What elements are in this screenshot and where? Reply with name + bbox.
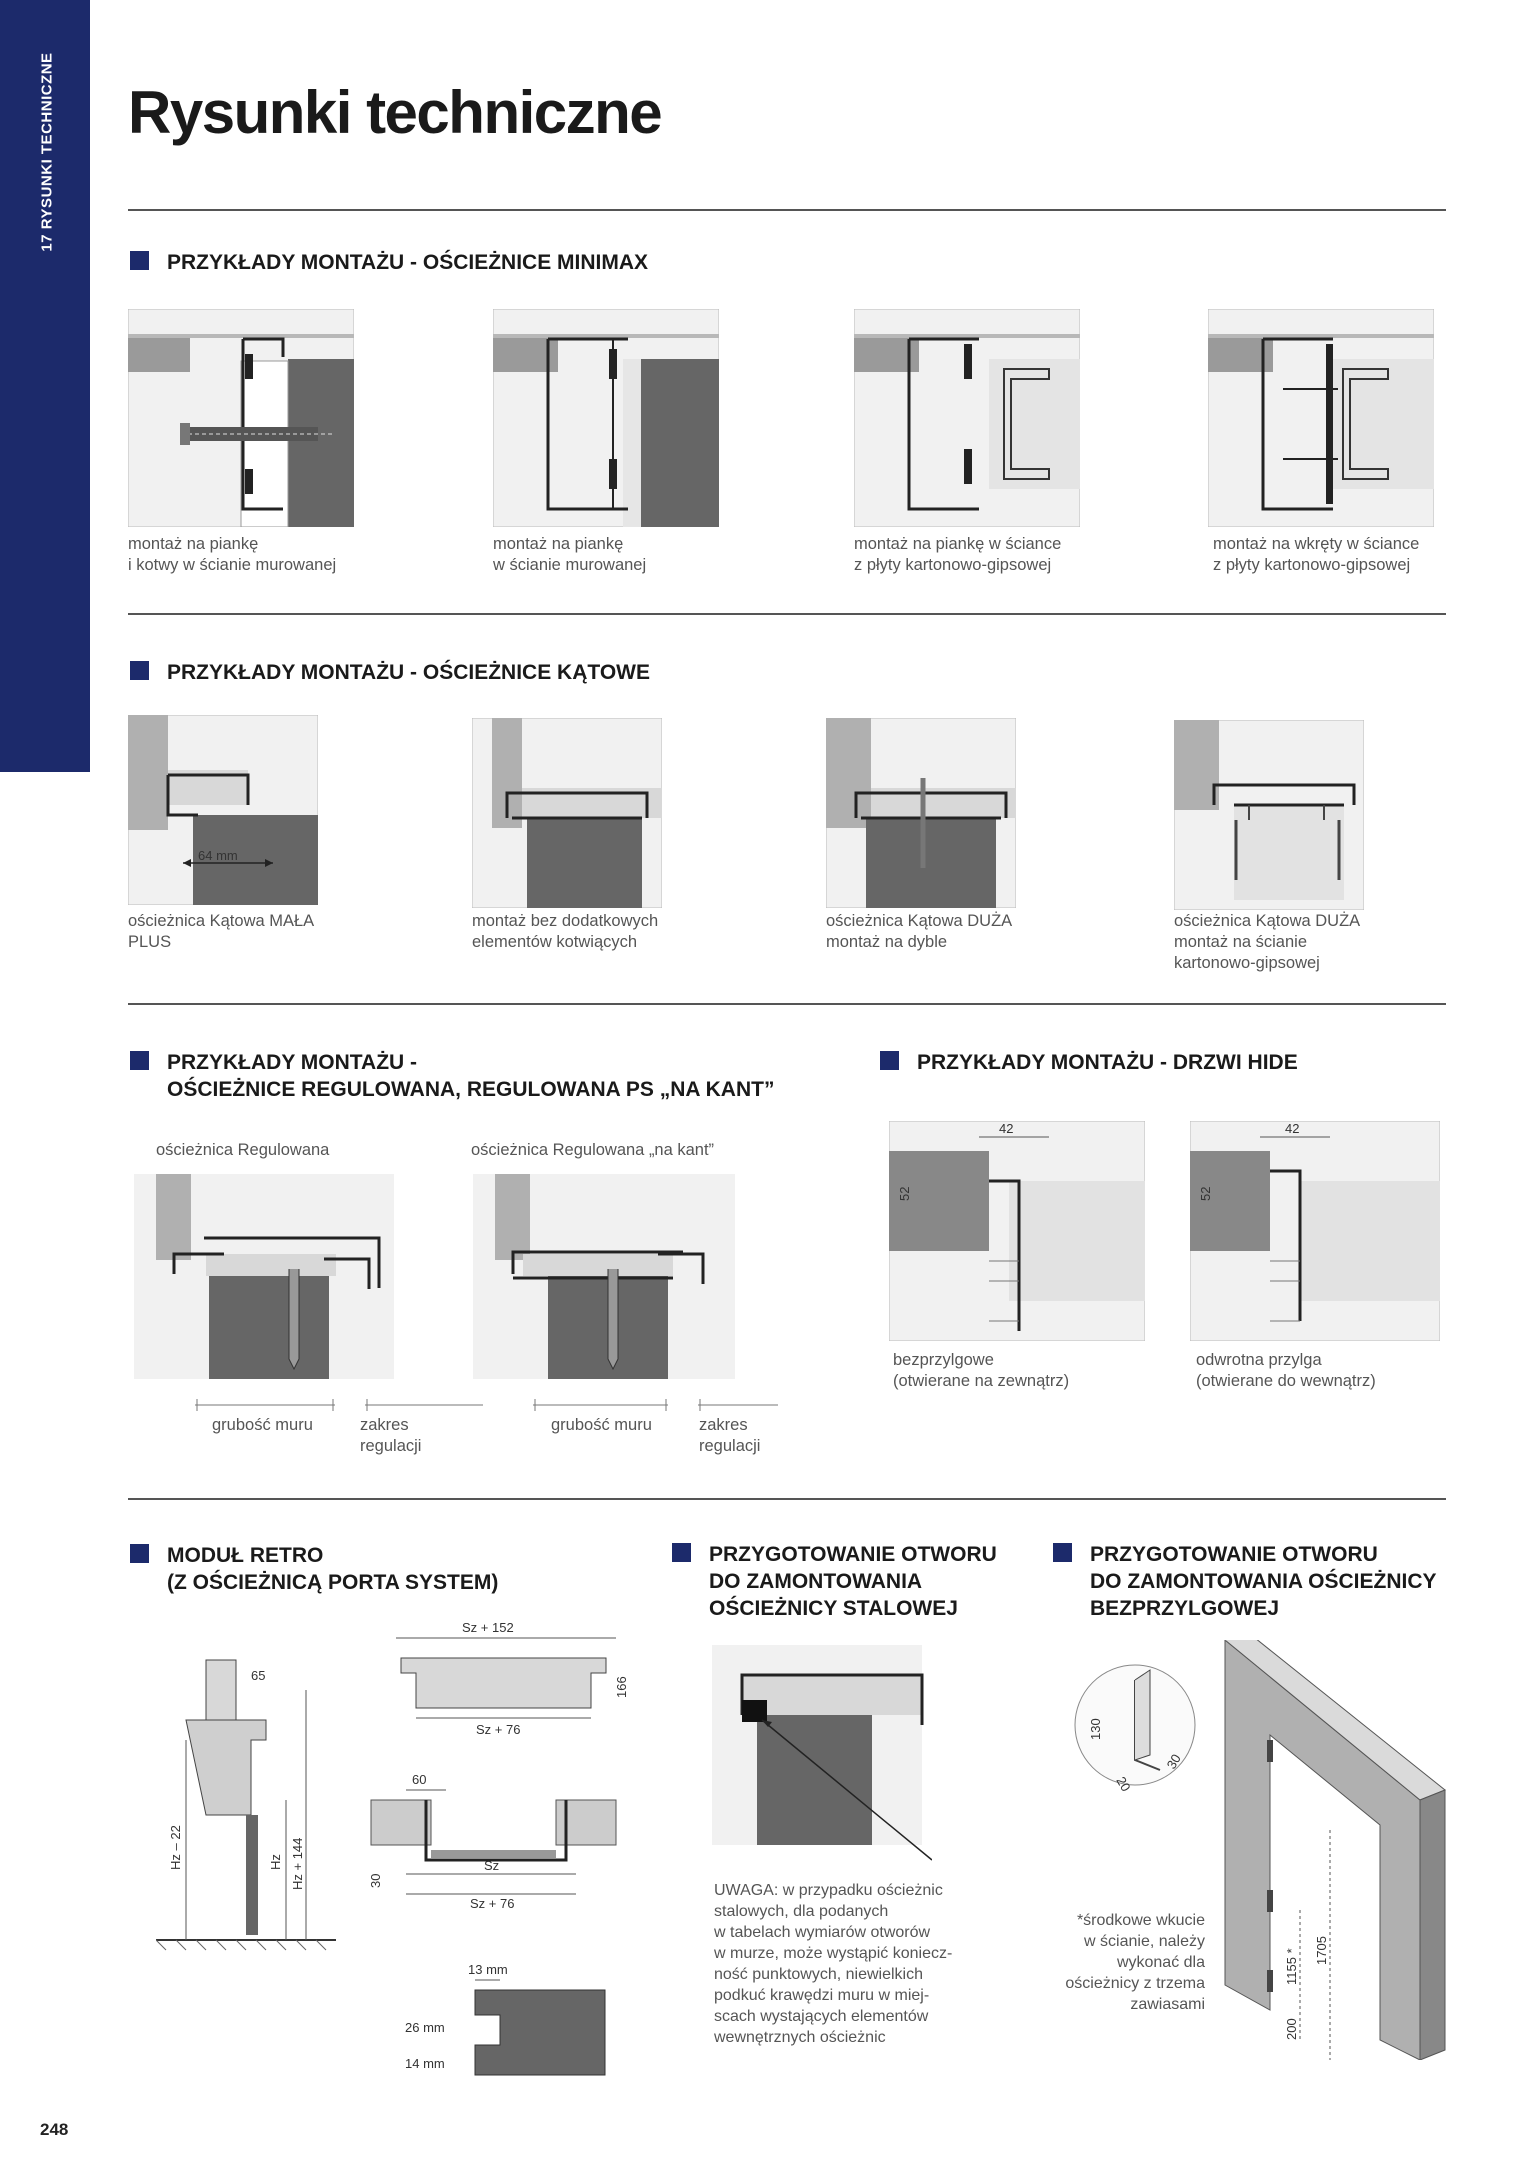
section-regulowana-heading (130, 1049, 774, 1103)
dim-60: 60 (412, 1772, 427, 1787)
figure-katowe-duza-dowels (826, 718, 1016, 908)
section-title: PRZYGOTOWANIE OTWORU DO ZAMONTOWANIA OŚCIEŻNICY STALOWEJ (709, 1543, 997, 1620)
dim-sz-76: Sz + 76 (470, 1896, 515, 1910)
dim-65: 65 (251, 1668, 266, 1683)
dim-sz-76-top: Sz + 76 (476, 1722, 521, 1737)
figure-retro-header (396, 1618, 636, 1738)
figure-minimax-screws-drywall (1208, 309, 1434, 527)
label-wall-thickness: grubość muru (551, 1416, 652, 1434)
section-minimax-heading (130, 249, 648, 276)
dim-166: 166 (614, 1676, 629, 1698)
dimension-line (533, 1393, 783, 1417)
section-hide-heading (880, 1049, 1298, 1076)
divider (128, 613, 1446, 615)
dim-1705: 1705 (1314, 1936, 1329, 1965)
section-title: PRZYKŁADY MONTAŻU - DRZWI HIDE (917, 1051, 1298, 1074)
dim-52: 52 (1198, 1186, 1213, 1201)
dim-13mm: 13 mm (468, 1962, 508, 1977)
figure-katowe-mala-plus (128, 715, 318, 905)
caption-minimax-2: montaż na piankę w ścianie murowanej (493, 535, 647, 574)
dim-130: 130 (1088, 1718, 1103, 1740)
figure-katowe-no-anchors (472, 718, 662, 908)
caption-katowe-1: ościeżnica Kątowa MAŁA PLUS (128, 912, 315, 951)
figure-minimax-foam-brick (493, 309, 719, 527)
section-title: PRZYKŁADY MONTAŻU - OŚCIEŻNICE REGULOWANA, REGULOWANA PS „NA KANT” (167, 1051, 775, 1101)
caption-minimax-3: montaż na piankę w ściance z płyty kartonowo-gipsowej (854, 535, 1062, 574)
caption-minimax-4: montaż na wkręty w ściance z płyty kartonowo-gipsowej (1213, 535, 1420, 574)
section-retro-heading (130, 1542, 498, 1596)
caption-katowe-4: ościeżnica Kątowa DUŻA montaż na ścianie kartonowo-gipsowej (1174, 912, 1361, 972)
caption-hide-1: bezprzylgowe (otwierane na zewnątrz) (893, 1351, 1070, 1390)
figure-katowe-duza-drywall (1174, 720, 1364, 910)
section-title: MODUŁ RETRO (Z OŚCIEŻNICĄ PORTA SYSTEM) (167, 1544, 499, 1594)
divider (128, 1498, 1446, 1500)
dim-hz-144: Hz + 144 (290, 1837, 305, 1890)
section-bezprzylgowa-heading (1053, 1541, 1437, 1622)
dim-42: 42 (1285, 1121, 1300, 1136)
bullet-square (880, 1051, 899, 1070)
caption-katowe-2: montaż bez dodatkowych elementów kotwiących (472, 912, 659, 951)
dim-52: 52 (897, 1186, 912, 1201)
note-bezprzylgowa: *środkowe wkucie w ścianie, należy wykonać dla ościeżnicy z trzema zawiasami (1065, 1912, 1205, 2013)
section-title: PRZYGOTOWANIE OTWORU DO ZAMONTOWANIA OŚCIEŻNICY BEZPRZYLGOWEJ (1090, 1543, 1437, 1620)
dimension-line (195, 1393, 485, 1417)
caption-hide-2: odwrotna przylga (otwierane do wewnątrz) (1196, 1351, 1376, 1390)
bullet-square (130, 1051, 149, 1070)
figure-minimax-foam-anchor (128, 309, 354, 527)
caption-katowe-3: ościeżnica Kątowa DUŻA montaż na dyble (826, 912, 1013, 951)
label-wall-thickness: grubość muru (212, 1416, 313, 1434)
section-title: PRZYKŁADY MONTAŻU - OŚCIEŻNICE KĄTOWE (167, 661, 650, 684)
bullet-square (672, 1543, 691, 1562)
dim-sz: Sz (484, 1858, 500, 1873)
section-stalowa-heading (672, 1541, 997, 1622)
dim-20: 20 (1113, 1774, 1134, 1795)
label-regulowana-na-kant: ościeżnica Regulowana „na kant” (471, 1141, 715, 1159)
bullet-square (1053, 1543, 1072, 1562)
figure-minimax-foam-drywall (854, 309, 1080, 527)
page-number: 248 (40, 2120, 69, 2139)
dim-hz: Hz (268, 1854, 283, 1870)
chapter-sidebar (0, 0, 90, 772)
dim-64mm: 64 mm (198, 848, 238, 863)
dim-30: 30 (1163, 1751, 1184, 1772)
dim-1155: 1155 * (1284, 1948, 1299, 1985)
label-adjust-range: zakres regulacji (699, 1416, 761, 1455)
figure-retro-section (156, 1640, 356, 1970)
chapter-label: 17 RYSUNKI TECHNICZNE (38, 52, 56, 252)
bullet-square (130, 251, 149, 270)
bullet-square (130, 661, 149, 680)
figure-hide-flush (889, 1121, 1145, 1341)
dim-30: 30 (368, 1873, 383, 1888)
figure-retro-plan (366, 1770, 626, 1910)
figure-retro-detail (400, 1960, 620, 2080)
figure-regulowana (134, 1174, 394, 1379)
note-stalowa: UWAGA: w przypadku ościeżnic stalowych, dla podanych w tabelach wymiarów otworów w murze, może wystąpić koniecz- ność punktowych, niewielkich podkuć krawędzi muru w miej- scach wystających elementów wewnętrznych ościeżnic (714, 1882, 953, 2046)
dim-42: 42 (999, 1121, 1014, 1136)
section-katowe-heading (130, 659, 650, 686)
figure-hide-reverse (1190, 1121, 1440, 1341)
page-title: Rysunki techniczne (128, 79, 662, 146)
label-regulowana: ościeżnica Regulowana (156, 1141, 330, 1159)
divider (128, 1003, 1446, 1005)
section-title: PRZYKŁADY MONTAŻU - OŚCIEŻNICE MINIMAX (167, 251, 649, 274)
dim-14mm: 14 mm (405, 2056, 445, 2071)
caption-minimax-1: montaż na piankę i kotwy w ścianie murowanej (128, 535, 337, 574)
dim-hz-22: Hz – 22 (168, 1825, 183, 1870)
dim-26mm: 26 mm (405, 2020, 445, 2035)
figure-regulowana-na-kant (473, 1174, 735, 1379)
dim-sz-152: Sz + 152 (462, 1620, 514, 1635)
bullet-square (130, 1544, 149, 1563)
label-adjust-range: zakres regulacji (360, 1416, 422, 1455)
divider (128, 209, 1446, 211)
dim-200: 200 (1284, 2018, 1299, 2040)
figure-stalowa-opening (712, 1645, 932, 1865)
